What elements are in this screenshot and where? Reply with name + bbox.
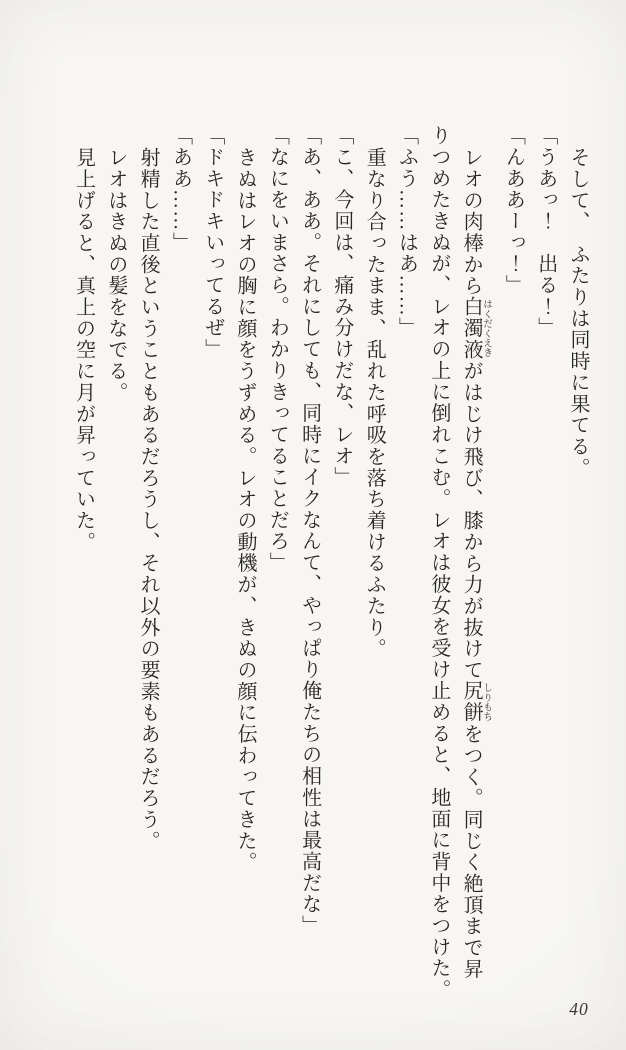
ruby-annotated-word: 尻餅 しりもち — [460, 680, 492, 723]
text-column: 重なり合ったまま、乱れた呼吸を落ち着けるふたり。 — [363, 146, 386, 659]
text-column: 射精した直後ということもあるだろうし、それ以外の要素もあるだろう。 — [137, 146, 160, 852]
text-column: そして、 ふたりは同時に果てる。 — [567, 146, 589, 479]
text-column: レオはきぬの髪をなでる。 — [104, 146, 127, 403]
text-column: 「ああ……」 — [169, 125, 192, 254]
text-column: 見上げると、真上の空に月が昇っていた。 — [72, 146, 95, 553]
text-column: りつめたきぬが、レオの上に倒れこむ。レオは彼女を受け止めると、地面に背中をつけた。 — [427, 125, 450, 1001]
text-column: 「あ、ああ。それにしても、同時にイクなんて、やっぱり俺たちの相性は最高だな」 — [298, 125, 321, 937]
text-column: きぬはレオの胸に顔をうずめる。レオの動機が、きぬの顔に伝わってきた。 — [234, 146, 257, 873]
text-column: 「うあっ！ 出る！」 — [534, 125, 557, 339]
text-body — [61, 125, 588, 1000]
text-column: 「なにをいまさら。わかりきってることだろ」 — [266, 125, 289, 574]
text-column: レオの肉棒から白濁液 はくだくえきがはじけ飛び、膝から力が抜けて尻餅 しりもちをつく。同じく絶頂まで昇 — [460, 146, 492, 980]
text-column: 「んああーっ！」 — [502, 125, 525, 296]
page-number: 40 — [569, 999, 589, 1019]
text-column: 「ふう……はあ……」 — [395, 125, 418, 339]
ruby-annotated-word: 白濁液 はくだくえき — [460, 295, 492, 361]
text-column: 「こ、今回は、痛み分けだな、レオ」 — [330, 125, 353, 488]
text-column: 「ドキドキいってるぜ」 — [201, 125, 224, 360]
